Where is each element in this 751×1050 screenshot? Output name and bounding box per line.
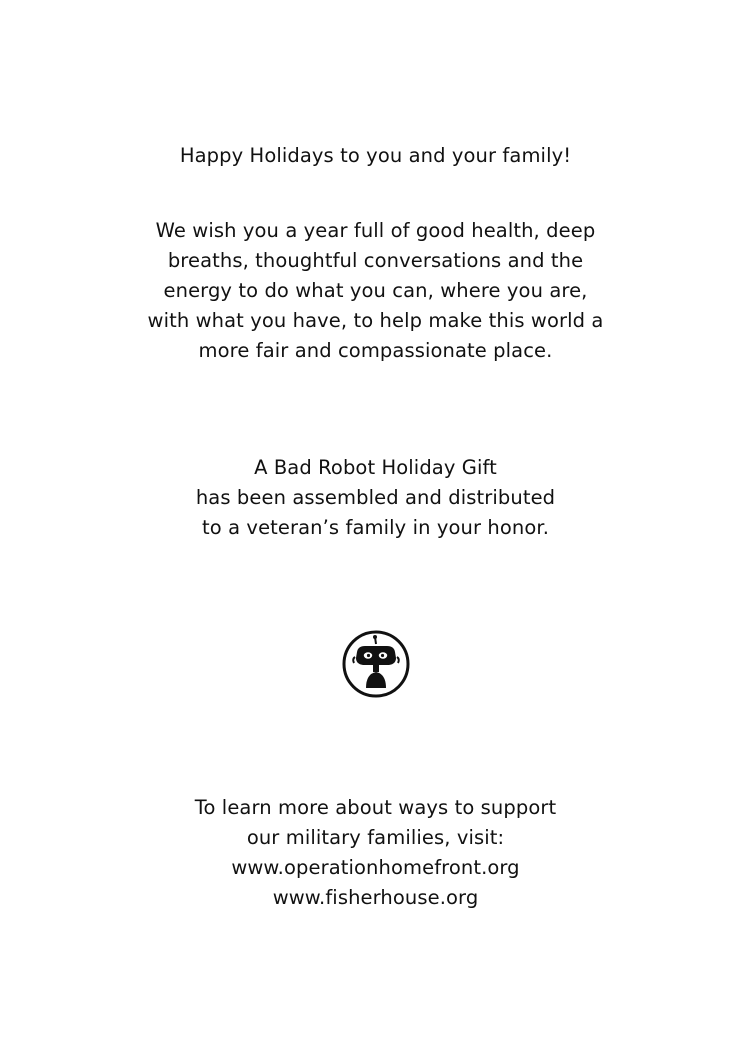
wish-line: more fair and compassionate place. <box>198 339 553 362</box>
wish-line: energy to do what you can, where you are, <box>163 279 588 302</box>
gift-message <box>0 453 751 543</box>
wish-message <box>0 216 751 366</box>
wish-line: We wish you a year full of good health, deep <box>155 219 596 242</box>
learn-line: our military families, visit: <box>246 826 505 849</box>
wish-line: with what you have, to help make this world a <box>147 309 604 332</box>
learn-more-message <box>0 793 751 913</box>
fisherhouse-link[interactable]: www.fisherhouse.org <box>272 886 479 909</box>
learn-line: To learn more about ways to support <box>194 796 557 819</box>
operationhomefront-link[interactable]: www.operationhomefront.org <box>231 856 520 879</box>
wish-line: breaths, thoughtful conversations and the <box>167 249 584 272</box>
robot-logo-icon <box>342 630 410 698</box>
greeting-line: Happy Holidays to you and your family! <box>179 144 572 167</box>
greeting-text <box>0 141 751 171</box>
gift-line: has been assembled and distributed <box>195 486 556 509</box>
gift-line: to a veteran’s family in your honor. <box>202 516 549 539</box>
gift-title: A Bad Robot Holiday Gift <box>254 456 497 479</box>
